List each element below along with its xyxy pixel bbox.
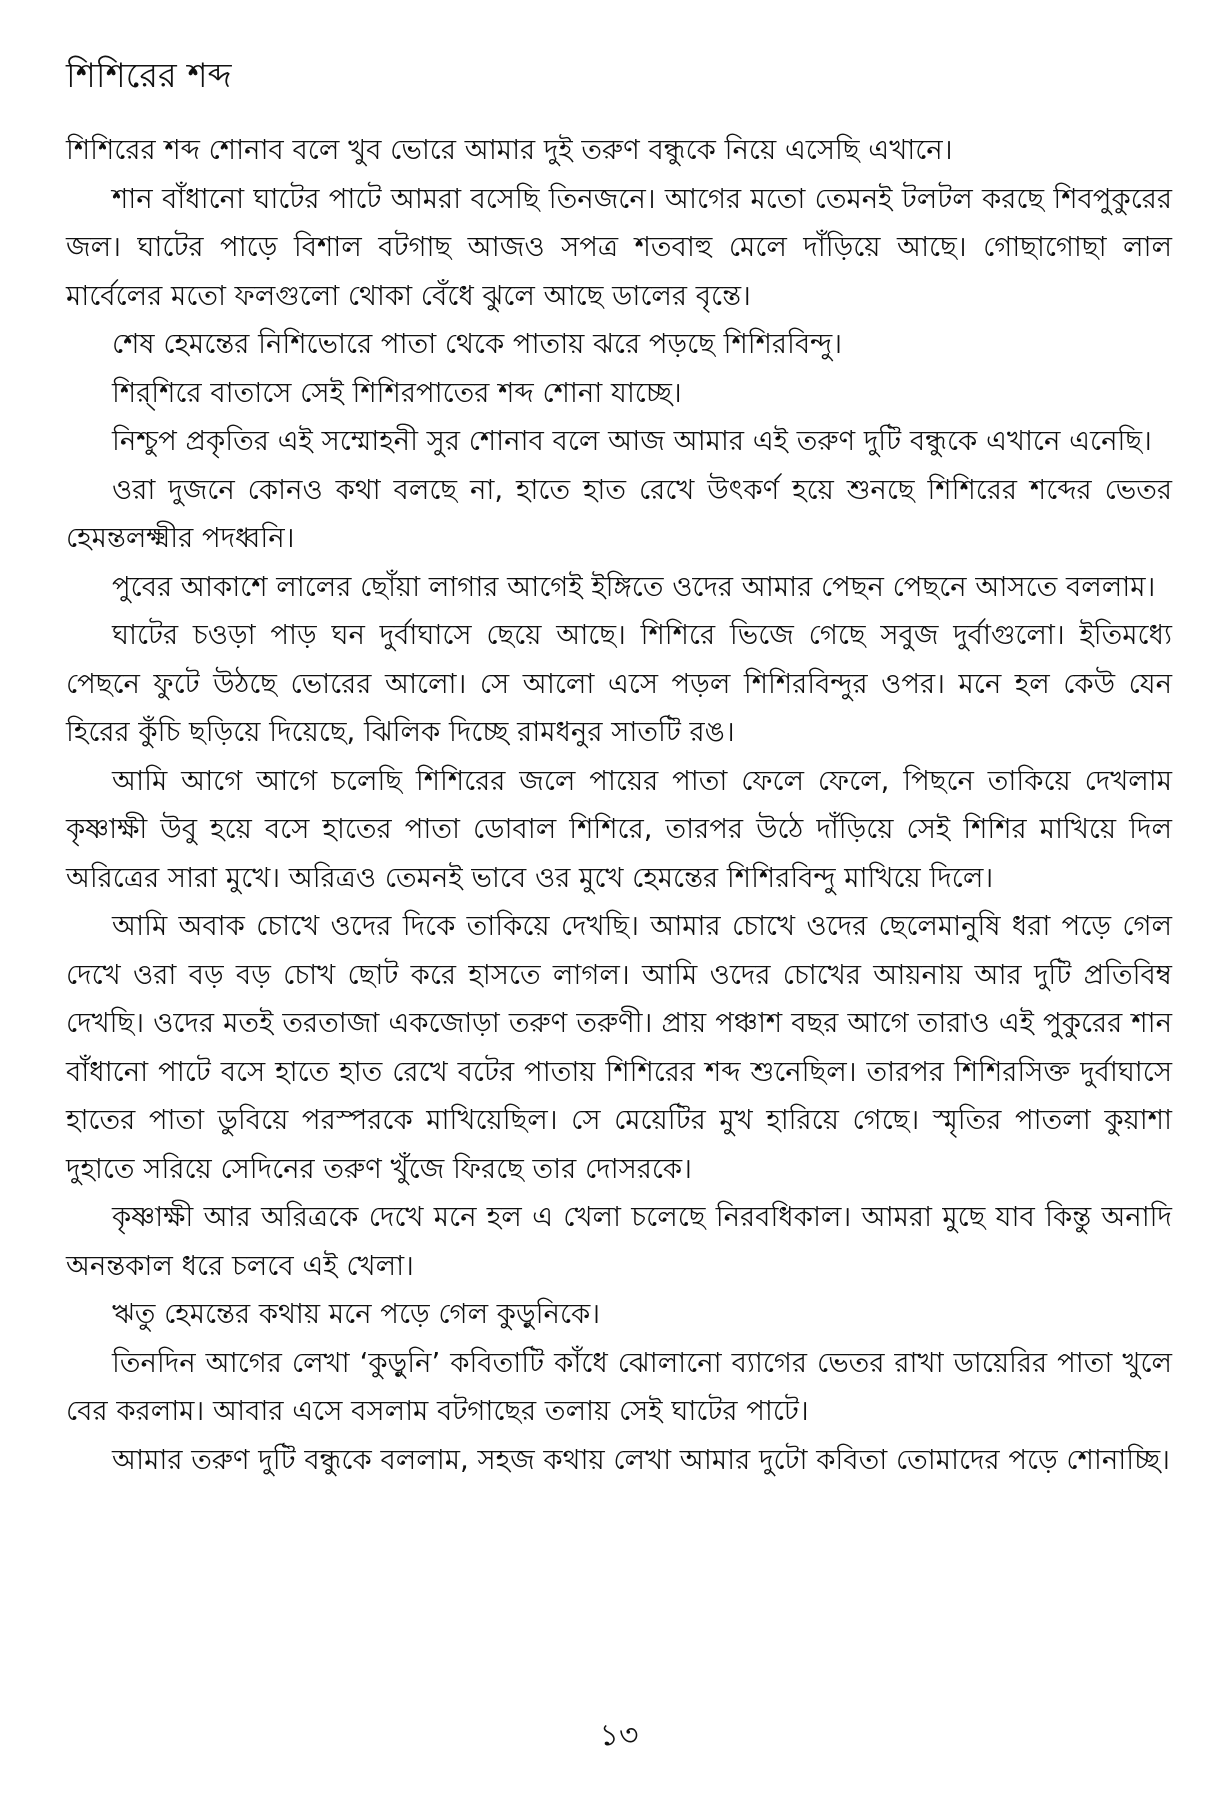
body-text xyxy=(66,126,1172,1484)
paragraph-9: আমি আগে আগে চলেছি শিশিরের জলে পায়ের পাতা ফেলে ফেলে, পিছনে তাকিয়ে দেখলাম কৃষ্ণাক্ষী উবু হয়ে বসে হাতের পাতা ডোবাল শিশিরে, তারপর উঠে দাঁড়িয়ে সেই শিশির মাখিয়ে দিল অরিত্রের সারা মুখে। অরিত্রও তেমনই ভাবে ওর মুখে হেমন্তের শিশিরবিন্দু মাখিয়ে দিলে। xyxy=(66,764,1172,894)
paragraph-10: আমি অবাক চোখে ওদের দিকে তাকিয়ে দেখছি। আমার চোখে ওদের ছেলেমানুষি ধরা পড়ে গেল দেখে ওরা বড় বড় চোখ ছোট করে হাসতে লাগল। আমি ওদের চোখের আয়নায় আর দুটি প্রতিবিম্ব দেখছি। ওদের মতই তরতাজা একজোড়া তরুণ তরুণী। প্রায় পঞ্চাশ বছর আগে তারাও এই পুকুরের শান বাঁধানো পাটে বসে হাতে হাত রেখে বটের পাতায় শিশিরের শব্দ শুনেছিল। তারপর শিশিরসিক্ত দুর্বাঘাসে হাতের পাতা ডুবিয়ে পরস্পরকে মাখিয়েছিল। সে মেয়েটির মুখ হারিয়ে গেছে। স্মৃতির পাতলা কুয়াশা দুহাতে সরিয়ে সেদিনের তরুণ খুঁজে ফিরছে তার দোসরকে। xyxy=(66,910,1172,1185)
paragraph-11: কৃষ্ণাক্ষী আর অরিত্রকে দেখে মনে হল এ খেলা চলেছে নিরবধিকাল। আমরা মুছে যাব কিন্তু অনাদি অনন্তকাল ধরে চলবে এই খেলা। xyxy=(66,1201,1172,1282)
paragraph-2: শান বাঁধানো ঘাটের পাটে আমরা বসেছি তিনজনে। আগের মতো তেমনই টলটল করছে শিবপুকুরের জল। ঘাটের পাড়ে বিশাল বটগাছ আজও সপত্র শতবাহু মেলে দাঁড়িয়ে আছে। গোছাগোছা লাল মার্বেলের মতো ফলগুলো থোকা বেঁধে ঝুলে আছে ডালের বৃন্তে। xyxy=(66,182,1172,312)
paragraph-12: ঋতু হেমন্তের কথায় মনে পড়ে গেল কুড়ুনিকে। xyxy=(112,1298,601,1330)
paragraph-7: পুবের আকাশে লালের ছোঁয়া লাগার আগেই ইঙ্গিতে ওদের আমার পেছন পেছনে আসতে বললাম। xyxy=(112,570,1156,603)
paragraph-8: ঘাটের চওড়া পাড় ঘন দুর্বাঘাসে ছেয়ে আছে। শিশিরে ভিজে গেছে সবুজ দুর্বাগুলো। ইতিমধ্যে পেছনে ফুটে উঠছে ভোরের আলো। সে আলো এসে পড়ল শিশিরবিন্দুর ওপর। মনে হল কেউ যেন হিরের কুঁচি ছড়িয়ে দিয়েছে, ঝিলিক দিচ্ছে রামধনুর সাতটি রঙ। xyxy=(66,619,1172,748)
paragraph-3: শেষ হেমন্তের নিশিভোরে পাতা থেকে পাতায় ঝরে পড়ছে শিশিরবিন্দু। xyxy=(112,328,843,360)
page-number: ১৩ xyxy=(599,1718,639,1753)
paragraph-4: শির্‌শিরে বাতাসে সেই শিশিরপাতের শব্দ শোনা যাচ্ছে। xyxy=(112,376,682,409)
paragraph-13: তিনদিন আগের লেখা ‘কুড়ুনি’ কবিতাটি কাঁধে ঝোলানো ব্যাগের ভেতর রাখা ডায়েরির পাতা খুলে বের করলাম। আবার এসে বসলাম বটগাছের তলায় সেই ঘাটের পাটে। xyxy=(66,1346,1172,1427)
paragraph-14: আমার তরুণ দুটি বন্ধুকে বললাম, সহজ কথায় লেখা আমার দুটো কবিতা তোমাদের পড়ে শোনাচ্ছি। xyxy=(112,1443,1170,1476)
paragraph-6: ওরা দুজনে কোনও কথা বলছে না, হাতে হাত রেখে উৎকর্ণ হয়ে শুনছে শিশিরের শব্দের ভেতর হেমন্তলক্ষ্মীর পদধ্বনি। xyxy=(66,473,1172,554)
paragraph-5: নিশ্চুপ প্রকৃতির এই সম্মোহনী সুর শোনাব বলে আজ আমার এই তরুণ দুটি বন্ধুকে এখানে এনেছি। xyxy=(112,425,1152,457)
chapter-title: শিশিরের শব্দ xyxy=(66,56,232,96)
book-page xyxy=(66,48,1172,1788)
paragraph-1: শিশিরের শব্দ শোনাব বলে খুব ভোরে আমার দুই তরুণ বন্ধুকে নিয়ে এসেছি এখানে। xyxy=(66,134,953,166)
